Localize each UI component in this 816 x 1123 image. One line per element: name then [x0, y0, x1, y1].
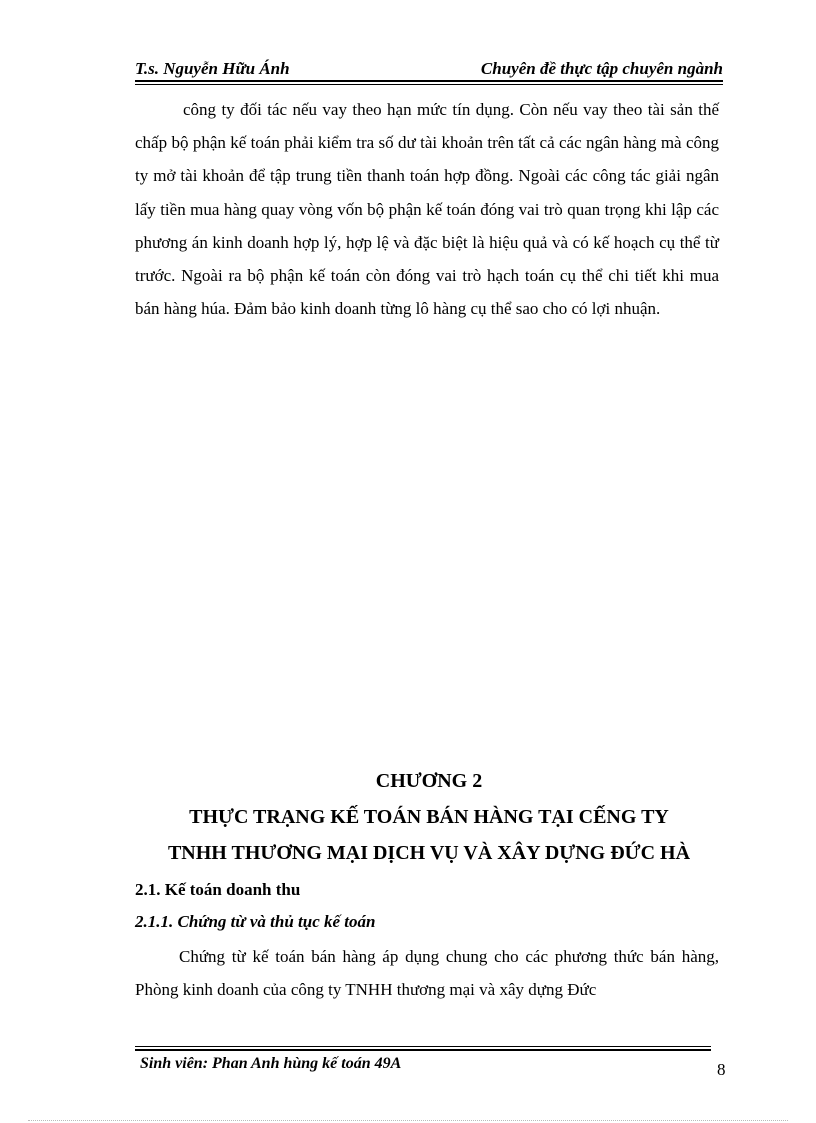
header-title: Chuyên đề thực tập chuyên ngành	[480, 59, 723, 78]
chapter-title-line-2: TNHH THƯƠNG MẠI DỊCH VỤ VÀ XÂY DỰNG ĐỨC HÀ	[167, 842, 691, 864]
page-header	[135, 55, 723, 79]
page-number: 8	[717, 1060, 726, 1079]
body-paragraph-1: công ty đối tác nếu vay theo hạn mức tín dụng. Còn nếu vay theo tài sản thế chấp bộ phận kế toán phải kiểm tra số dư tài khoản trên tất cả các ngân hàng mà công ty mở tài khoản để tập trung tiền thanh toán hợp đồng. Ngoài các công tác giải ngân lấy tiền mua hàng quay vòng vốn bộ phận kế toán đóng vai trò quan trọng khi lập các phương án kinh doanh hợp lý, hợp lệ và đặc biệt là hiệu quả và có kế hoạch cụ thể từ trước. Ngoài ra bộ phận kế toán còn đóng vai trò hạch toán cụ thể chi tiết khi mua bán hàng húa. Đảm bảo kinh doanh từng lô hàng cụ thể sao cho có lợi nhuận.	[135, 100, 719, 319]
page-edge-divider	[28, 1120, 788, 1121]
chapter-number: CHƯƠNG 2	[375, 770, 483, 792]
section-heading-2-1: 2.1. Kế toán doanh thu	[135, 880, 301, 899]
footer-rule-thin	[135, 1046, 711, 1047]
header-author: T.s. Nguyễn Hữu Ánh	[135, 59, 290, 78]
section-heading-2-1-1: 2.1.1. Chứng từ và thủ tục kế toán	[135, 912, 376, 931]
header-rule-thin	[135, 84, 723, 85]
body-paragraph-2: Chứng từ kế toán bán hàng áp dụng chung cho các phương thức bán hàng, Phòng kinh doanh của công ty TNHH thương mại và xây dựng Đức	[135, 947, 719, 1000]
footer-student: Sinh viên: Phan Anh hùng kế toán 49A	[140, 1055, 402, 1072]
footer-rule	[135, 1049, 711, 1051]
header-rule	[135, 80, 723, 82]
chapter-title-line-1: THỰC TRẠNG KẾ TOÁN BÁN HÀNG TẠI CẾNG TY	[189, 806, 669, 828]
